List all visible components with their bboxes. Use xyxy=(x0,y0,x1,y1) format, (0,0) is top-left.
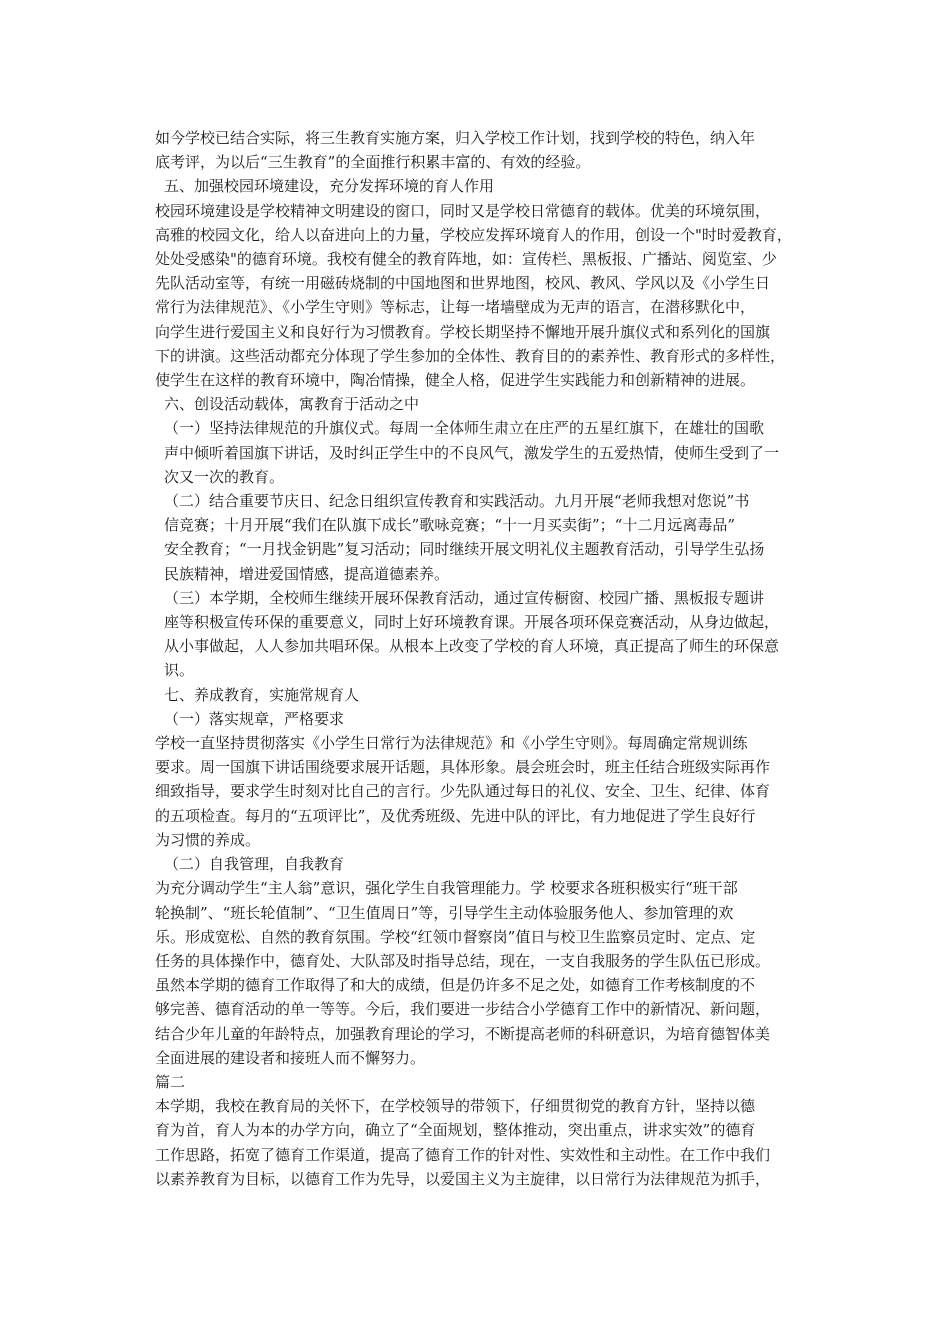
paragraph: （二）结合重要节庆日、纪念日组织宣传教育和实践活动。九月开展“老师我想对您说”书 信竞赛；十月开展“我们在队旗下成长”歌咏竞赛；“十一月买卖街”；“十二月远离毒品” 安全教育；“一月找金钥匙”复习活动；同时继续开展文明礼仪主题教育活动，引导学生弘扬 民族精神，增进爱国情感，提高道德素养。 xyxy=(164,492,765,583)
document-page xyxy=(145,126,807,1191)
subsection-heading: （一）落实规章，严格要求 xyxy=(164,709,345,728)
section-heading: 七、养成教育，实施常规育人 xyxy=(164,685,360,704)
paragraph: 本学期，我校在教育局的关怀下，在学校领导的带领下，仔细贯彻党的教育方针，坚持以德 育为首，育人为本的办学方向，确立了“全面规划，整体推动，突出重点，讲求实效”的德育 工作思路，拓宽了德育工作渠道，提高了德育工作的针对性、实效性和主动性。在工作中我们 以素养教育为目标，以德育工作为先导，以爱国主义为主旋律，以日常行为法律规范为抓手， xyxy=(155,1097,771,1188)
paragraph: （三）本学期，全校师生继续开展环保教育活动，通过宣传橱窗、校园广播、黑板报专题讲 座等积极宣传环保的重要意义，同时上好环境教育课。开展各项环保竞赛活动，从身边做起， 从小事做起，人人参加共唱环保。从根本上改变了学校的育人环境，真正提高了师生的环保意 识。 xyxy=(164,588,780,680)
paragraph: 学校一直坚持贯彻落实《小学生日常行为法律规范》和《小学生守则》。每周确定常规训练 要求。周一国旗下讲话围绕要求展开话题，具体形象。晨会班会时，班主任结合班级实际再作 细致指导，要求学生时刻对比自己的言行。少先队通过每日的礼仪、安全、卫生、纪律、体育 的五项检查。每月的“五项评比”，及优秀班级、先进中队的评比，有力地促进了学生良好行 为习惯的养成。 xyxy=(155,734,771,849)
paragraph: 虽然本学期的德育工作取得了和大的成绩，但是仍许多不足之处，如德育工作考核制度的不 够完善、德育活动的单一等等。今后，我们要进一步结合小学德育工作中的新情况、新问题， 结合少年儿童的年龄特点，加强教育理论的学习，不断提高老师的科研意识，为培育德智体美 全面进展的建设者和接班人而不懈努力。 xyxy=(155,976,771,1067)
section-heading: 五、加强校园环境建设，充分发挥环境的育人作用 xyxy=(164,177,495,196)
subsection-heading: （二）自我管理，自我教育 xyxy=(164,855,345,874)
section-heading: 六、创设活动载体，寓教育于活动之中 xyxy=(164,395,420,414)
paragraph: 如今学校已结合实际，将三生教育实施方案，归入学校工作计划，找到学校的特色，纳入年 底考评，为以后“三生教育”的全面推行积累丰富的、有效的经验。 xyxy=(155,129,756,172)
part-heading: 篇二 xyxy=(155,1072,186,1091)
paragraph: （一）坚持法律规范的升旗仪式。每周一全体师生肃立在庄严的五星红旗下，在雄壮的国歌 声中倾听着国旗下讲话，及时纠正学生中的不良风气，激发学生的五爱热情，使师生受到了一 次又一次的教育。 xyxy=(164,419,780,486)
paragraph: 校园环境建设是学校精神文明建设的窗口，同时又是学校日常德育的载体。优美的环境氛围， 高雅的校园文化，给人以奋进向上的力量，学校应发挥环境育人的作用，创设一个"时时爱教育， 处处受感染"的德育环境。我校有健全的教育阵地，如：宣传栏、黑板报、广播站、阅览室、少 先队活动室等，有统一用磁砖烧制的中国地图和世界地图，校风、教风、学风以及《小学生日 常行为法律规范》、《小学生守则》等标志，让每一堵墙壁成为无声的语言，在潜移默化中， 向学生进行爱国主义和良好行为习惯教育。学校长期坚持不懈地开展升旗仪式和系列化的国旗 下的讲演。这些活动都充分体现了学生参加的全体性、教育目的的素养性、教育形式的多样性， 使学生在这样的教育环境中，陶冶情操，健全人格，促进学生实践能力和创新精神的进展。 xyxy=(155,201,792,390)
paragraph: 为充分调动学生“主人翁”意识，强化学生自我管理能力。学 校要求各班积极实行“班干部 轮换制”、“班长轮值制”、“卫生值周日”等，引导学生主动体验服务他人、参加管理的欢 乐。形成宽松、自然的教育氛围。学校“红领巾督察岗”值日与校卫生监察员定时、定点、定 任务的具体操作中，德育处、大队部及时指导总结，现在，一支自我服务的学生队伍已形成。 xyxy=(155,879,771,970)
